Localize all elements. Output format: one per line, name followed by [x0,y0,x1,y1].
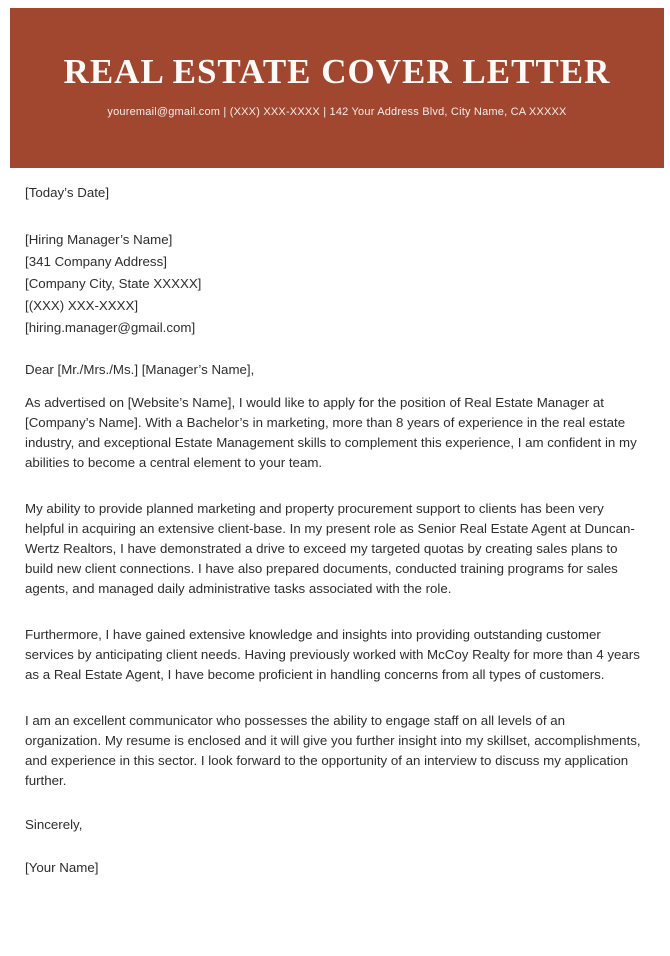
body-paragraph-1: As advertised on [Website’s Name], I would like to apply for the position of Real Estate Manager at [Company’s Name]. With a Bachelor’s in marketing, more than 8 years of experience in the real estate industry, and exceptional Estate Management skills to complement this experience, I am confident in my abilities to become a central element to your team. [25,395,637,470]
body-paragraph-3: Furthermore, I have gained extensive knowledge and insights into providing outstanding customer services by anticipating client needs. Having previously worked with McCoy Realty for more than 4 years as a Real Estate Agent, I have become proficient in handling concerns from all types of customers. [25,627,640,682]
signature-name-placeholder: [Your Name] [25,860,99,875]
letter-header-banner [10,8,664,168]
recipient-city-state: [Company City, State XXXXX] [25,276,202,291]
salutation: Dear [Mr./Mrs./Ms.] [Manager’s Name], [25,362,255,377]
recipient-email: [hiring.manager@gmail.com] [25,320,196,335]
sender-contact-line: youremail@gmail.com | (XXX) XXX-XXXX | 142 Your Address Blvd, City Name, CA XXXXX [107,106,567,118]
recipient-phone: [(XXX) XXX-XXXX] [25,298,139,313]
body-paragraph-4: I am an excellent communicator who possesses the ability to engage staff on all levels of an organization. My resume is enclosed and it will give you further insight into my skillset, accomplishments, and experience in this sector. I look forward to the opportunity of an interview to discuss my application further. [25,713,641,788]
body-paragraph-2: My ability to provide planned marketing and property procurement support to clients has been very helpful in acquiring an extensive client-base. In my present role as Senior Real Estate Agent at Duncan-Wertz Realtors, I have demonstrated a drive to exceed my targeted quotas by creating sales plans to build new client connections. I have also prepared documents, conducted training programs for sales agents, and managed daily administrative tasks associated with the role. [25,501,635,596]
recipient-address: [341 Company Address] [25,254,167,269]
letter-title: REAL ESTATE COVER LETTER [63,52,611,91]
closing-line: Sincerely, [25,817,83,832]
date-placeholder: [Today’s Date] [25,185,110,200]
letter-body [25,183,642,878]
recipient-block [25,229,642,339]
recipient-name: [Hiring Manager’s Name] [25,232,173,247]
